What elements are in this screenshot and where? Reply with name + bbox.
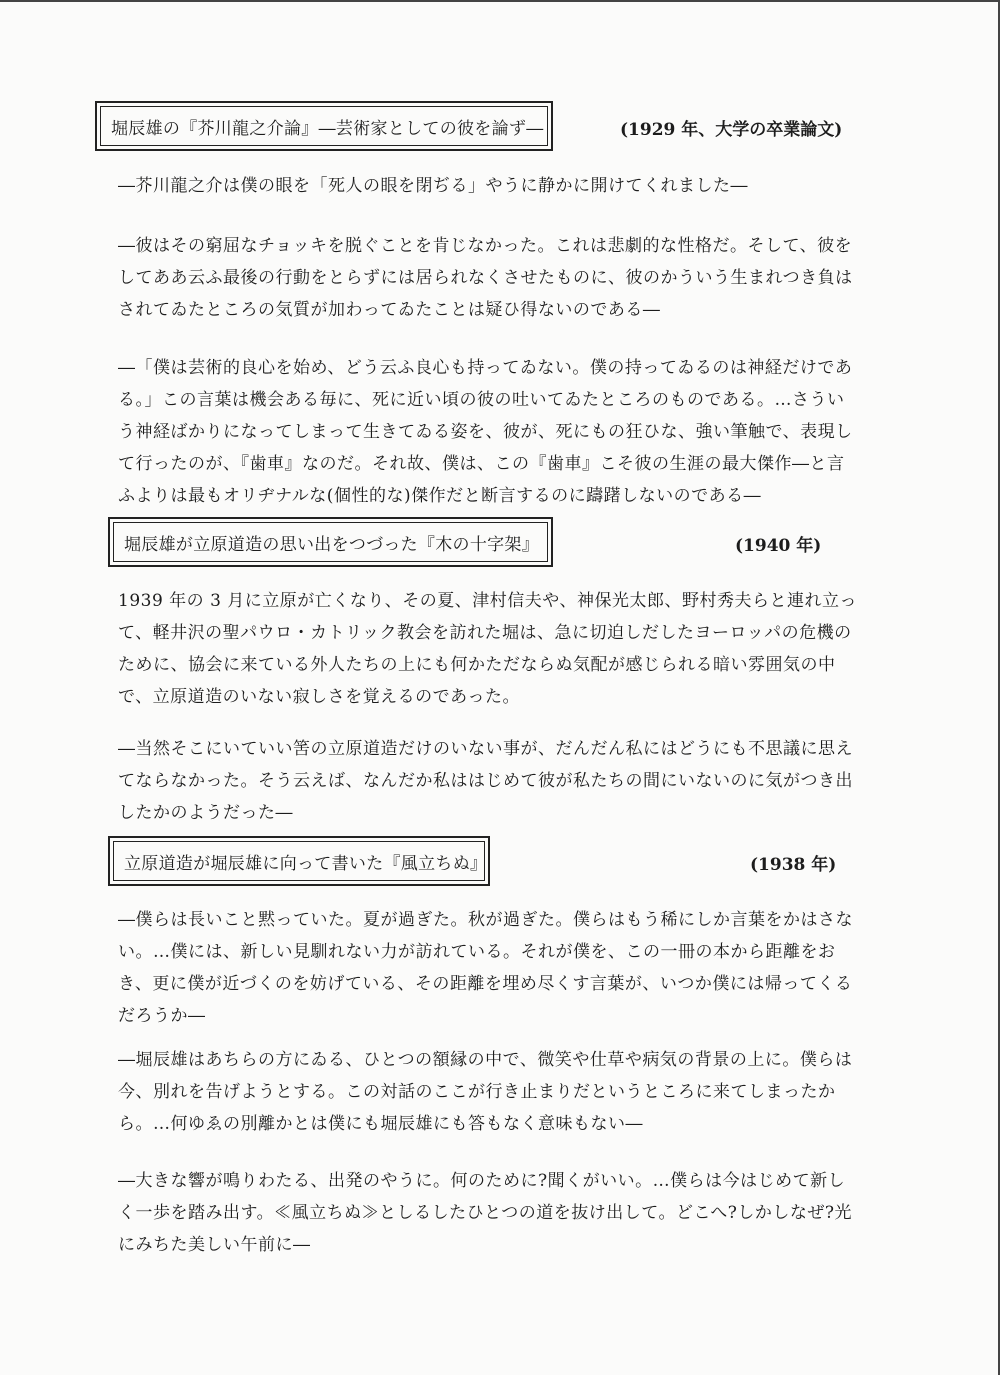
section-2-paragraph-1: 1939 年の 3 月に立原が亡くなり、その夏、津村信夫や、神保光太郎、野村秀夫らと連れ立って、軽井沢の聖パウロ・カトリック教会を訪れた堀は、急に切迫しだしたヨーロッパの危機のために、協会に来ている外人たちの上にも何かただならぬ気配が感じられる暗い雰囲気の中で、立原道造のいない寂しさを覚えるのであった。 <box>118 591 857 707</box>
section-2-date-note: (1940 年) <box>735 536 822 556</box>
section-2-heading-frame <box>108 517 553 567</box>
section-1-paragraph-3: ―「僕は芸術的良心を始め、どう云ふ良心も持ってゐない。僕の持ってゐるのは神経だけである。」この言葉は機会ある毎に、死に近い頃の彼の吐いてゐたところのものである。…さういう神経ばかりになってしまって生きてゐる姿を、彼が、死にもの狂ひな、強い筆触で、表現して行ったのが、『歯車』なのだ。それ故、僕は、この『歯車』こそ彼の生涯の最大傑作―と言ふよりは最もオリヂナルな(個性的な)傑作だと断言するのに躊躇しないのである― <box>118 358 853 506</box>
section-3-paragraph-1: ―僕らは長いこと黙っていた。夏が過ぎた。秋が過ぎた。僕らはもう稀にしか言葉をかはさない。…僕には、新しい見馴れない力が訪れている。それが僕を、この一冊の本から距離をおき、更に僕が近づくのを妨げている、その距離を埋め尽くす言葉が、いつか僕には帰ってくるだろうか― <box>118 910 853 1026</box>
section-3-date-note: (1938 年) <box>750 855 837 875</box>
section-2-heading: 堀辰雄が立原道造の思い出をつづった『木の十字架』 <box>113 522 548 562</box>
section-1-date-note: (1929 年、大学の卒業論文) <box>620 120 843 140</box>
scan-edge-top <box>0 0 1000 2</box>
section-1-heading-frame <box>95 101 553 151</box>
section-2-paragraph-2: ―当然そこにいていい筈の立原道造だけのいない事が、だんだん私にはどうにも不思議に思えてならなかった。そう云えば、なんだか私ははじめて彼が私たちの間にいないのに気がつき出したかのようだった― <box>118 739 853 823</box>
section-1-paragraph-2: ―彼はその窮屈なチョッキを脱ぐことを肯じなかった。これは悲劇的な性格だ。そして、彼をしてああ云ふ最後の行動をとらずには居られなくさせたものに、彼のかういう生まれつき負はされてゐたところの気質が加わってゐたことは疑ひ得ないのである― <box>118 236 853 320</box>
section-3-paragraph-2: ―堀辰雄はあちらの方にゐる、ひとつの額縁の中で、微笑や仕草や病気の背景の上に。僕らは今、別れを告げようとする。この対話のここが行き止まりだというところに来てしまったから。…何ゆゑの別離かとは僕にも堀辰雄にも答もなく意味もない― <box>118 1050 853 1134</box>
section-3-paragraph-3: ―大きな響が鳴りわたる、出発のやうに。何のために?聞くがいい。…僕らは今はじめて新しく一歩を踏み出す。≪風立ちぬ≫としるしたひとつの道を抜け出して。どこへ?しかしなぜ?光にみちた美しい午前に― <box>118 1171 853 1255</box>
section-2-heading-row <box>0 517 1000 569</box>
section-3-heading: 立原道造が堀辰雄に向って書いた『風立ちぬ』 <box>113 841 485 881</box>
section-3-heading-frame <box>108 836 490 886</box>
section-1-heading: 堀辰雄の『芥川龍之介論』―芸術家としての彼を論ず― <box>100 106 548 146</box>
section-1-paragraph-1: ―芥川龍之介は僕の眼を「死人の眼を閉ぢる」やうに静かに開けてくれました― <box>118 176 748 196</box>
section-1-heading-row <box>0 101 1000 153</box>
section-3-heading-row <box>0 836 1000 888</box>
